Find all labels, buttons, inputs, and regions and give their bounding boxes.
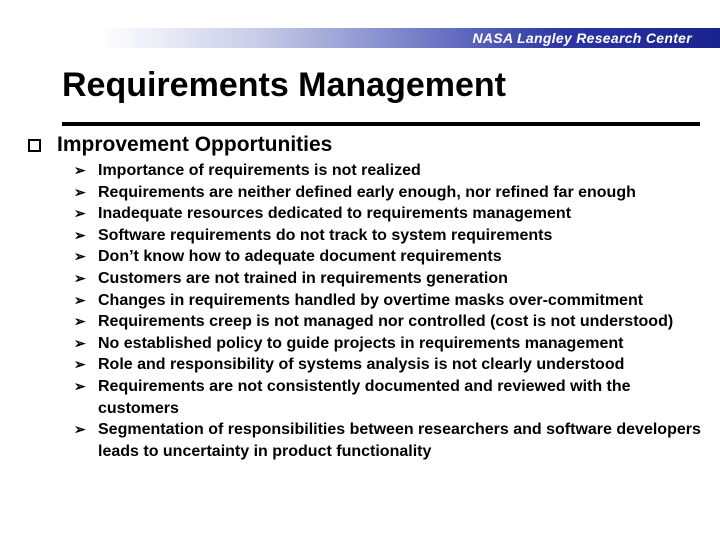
organization-name: NASA Langley Research Center — [472, 30, 692, 46]
list-item — [74, 203, 714, 225]
list-item-text: Changes in requirements handled by overtime masks over-commitment — [98, 291, 644, 309]
arrow-bullet-icon: ➢ — [74, 291, 86, 308]
list-item — [74, 246, 714, 268]
list-item-text: Requirements are not consistently documented and reviewed with the customers — [98, 377, 631, 417]
list-item — [74, 290, 714, 312]
section-heading-row — [28, 133, 332, 157]
list-item — [74, 225, 714, 247]
bullet-list — [74, 160, 714, 462]
arrow-bullet-icon: ➢ — [74, 269, 86, 286]
section-heading: Improvement Opportunities — [57, 133, 333, 156]
arrow-bullet-icon: ➢ — [74, 226, 86, 243]
list-item-text: Importance of requirements is not realized — [98, 162, 421, 179]
list-item — [74, 268, 714, 290]
arrow-bullet-icon: ➢ — [74, 248, 86, 265]
list-item-text: Requirements are neither defined early enough, nor refined far enough — [98, 183, 636, 201]
list-item — [74, 354, 714, 376]
list-item — [74, 376, 714, 419]
list-item — [74, 182, 714, 204]
list-item-text: No established policy to guide projects in requirements management — [98, 334, 624, 352]
list-item — [74, 311, 714, 333]
list-item — [74, 160, 714, 182]
square-bullet-icon — [28, 139, 41, 152]
title-underline — [62, 122, 700, 126]
header-banner — [101, 28, 720, 48]
arrow-bullet-icon: ➢ — [74, 421, 86, 438]
arrow-bullet-icon: ➢ — [74, 313, 86, 330]
arrow-bullet-icon: ➢ — [74, 183, 86, 200]
arrow-bullet-icon: ➢ — [74, 162, 86, 178]
list-item — [74, 333, 714, 355]
list-item-text: Customers are not trained in requirements generation — [98, 269, 508, 287]
arrow-bullet-icon: ➢ — [74, 205, 86, 222]
list-item-text: Software requirements do not track to system requirements — [98, 226, 553, 244]
list-item-text: Segmentation of responsibilities between researchers and software developers leads to uncertainty in product functionality — [98, 421, 701, 460]
arrow-bullet-icon: ➢ — [74, 334, 86, 351]
list-item-text: Requirements creep is not managed nor controlled (cost is not understood) — [98, 313, 674, 331]
list-item — [74, 419, 714, 462]
list-item-text: Inadequate resources dedicated to requirements management — [98, 205, 572, 223]
arrow-bullet-icon: ➢ — [74, 377, 86, 394]
list-item-text: Don’t know how to adequate document requirements — [98, 248, 502, 266]
page-title: Requirements Management — [62, 66, 506, 104]
list-item-text: Role and responsibility of systems analysis is not clearly understood — [98, 356, 625, 374]
arrow-bullet-icon: ➢ — [74, 356, 86, 373]
